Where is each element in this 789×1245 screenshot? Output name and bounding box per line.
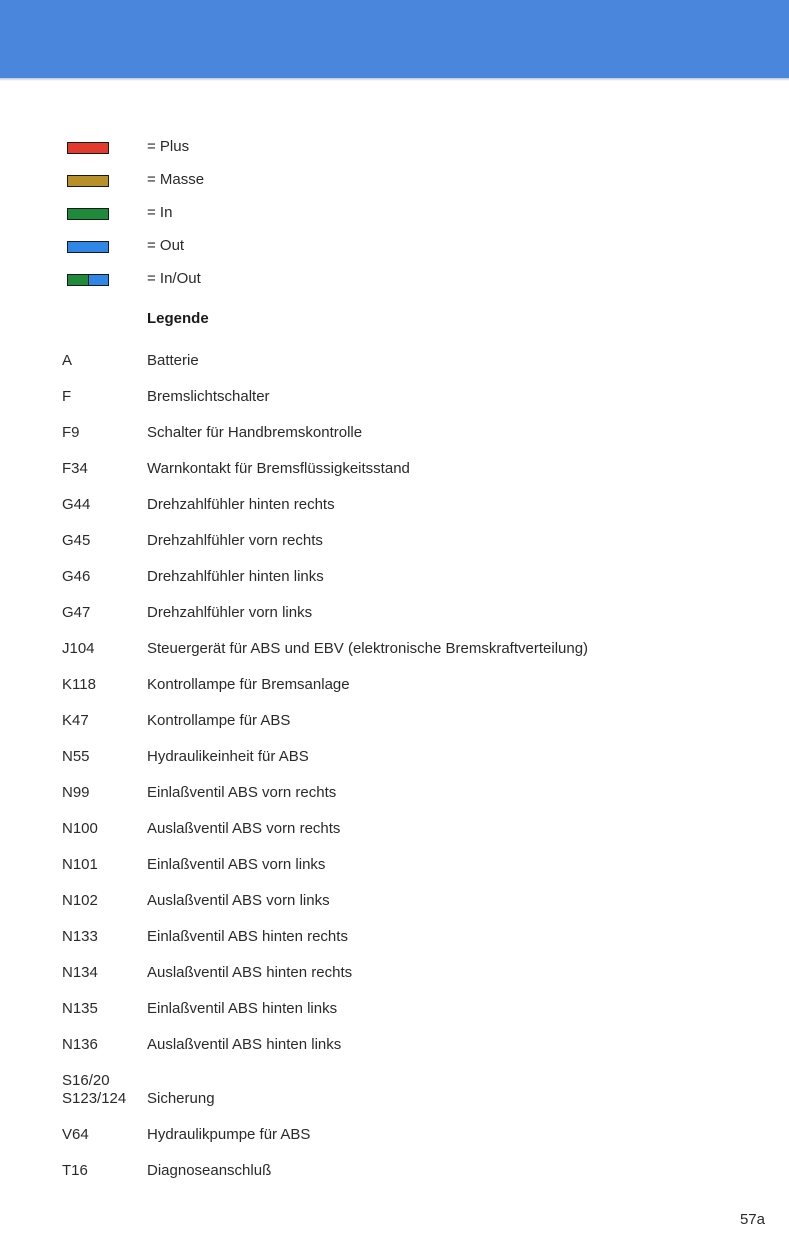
swatch-inout bbox=[67, 274, 109, 286]
legend-code: N133 bbox=[62, 928, 98, 945]
legend-desc: Sicherung bbox=[147, 1090, 215, 1107]
legend-row bbox=[0, 964, 789, 984]
legend-code: S16/20 S123/124 bbox=[62, 1072, 127, 1107]
legend-row bbox=[0, 748, 789, 768]
legend-desc: Bremslichtschalter bbox=[147, 388, 270, 405]
legend-desc: Drehzahlfühler hinten rechts bbox=[147, 496, 335, 513]
swatch-plus bbox=[67, 142, 109, 154]
legend-code: N100 bbox=[62, 820, 98, 837]
legend-row bbox=[0, 352, 789, 372]
legend-row bbox=[0, 928, 789, 948]
legend-row bbox=[0, 388, 789, 408]
swatch-label-plus: = Plus bbox=[147, 138, 190, 155]
legend-row bbox=[0, 1126, 789, 1146]
legend-code: G44 bbox=[62, 496, 91, 513]
legend-desc: Einlaßventil ABS hinten links bbox=[147, 1000, 338, 1017]
legend-code: N134 bbox=[62, 964, 98, 981]
legend-desc: Drehzahlfühler hinten links bbox=[147, 568, 324, 585]
legend-code: N102 bbox=[62, 892, 98, 909]
legend-code: K47 bbox=[62, 712, 89, 729]
swatch-out bbox=[67, 241, 109, 253]
legend-code: J104 bbox=[62, 640, 95, 657]
legend-desc: Kontrollampe für ABS bbox=[147, 712, 291, 729]
legend-code: N55 bbox=[62, 748, 90, 765]
legend-code: T16 bbox=[62, 1162, 88, 1179]
legend-row bbox=[0, 1036, 789, 1056]
legend-desc: Einlaßventil ABS vorn rechts bbox=[147, 784, 337, 801]
swatch-masse bbox=[67, 175, 109, 187]
legend-desc: Drehzahlfühler vorn rechts bbox=[147, 532, 323, 549]
swatch-in bbox=[67, 208, 109, 220]
legend-code: A bbox=[62, 352, 73, 369]
legend-row bbox=[0, 820, 789, 840]
legend-code: N99 bbox=[62, 784, 90, 801]
legend-row bbox=[0, 460, 789, 480]
legend-row bbox=[0, 604, 789, 624]
legend-row bbox=[0, 640, 789, 660]
legend-desc: Hydraulikpumpe für ABS bbox=[147, 1126, 311, 1143]
header-band-shadow bbox=[0, 78, 789, 81]
legend-code: G46 bbox=[62, 568, 91, 585]
page-number: 57a bbox=[739, 1211, 765, 1228]
legend-row bbox=[0, 532, 789, 552]
legend-desc: Auslaßventil ABS vorn links bbox=[147, 892, 330, 909]
legend-row bbox=[0, 1162, 789, 1182]
legend-code: G45 bbox=[62, 532, 91, 549]
legend-row bbox=[0, 856, 789, 876]
legend-code: K118 bbox=[62, 676, 96, 693]
legend-desc: Batterie bbox=[147, 352, 199, 369]
legend-row bbox=[0, 1000, 789, 1020]
swatch-label-out: = Out bbox=[147, 237, 185, 254]
legend-code: V64 bbox=[62, 1126, 89, 1143]
legend-desc: Warnkontakt für Bremsflüssigkeitsstand bbox=[147, 460, 410, 477]
legend-row bbox=[0, 496, 789, 516]
legend-code: N101 bbox=[62, 856, 98, 873]
legend-row bbox=[0, 424, 789, 444]
legend-desc: Kontrollampe für Bremsanlage bbox=[147, 676, 350, 693]
legend-code: G47 bbox=[62, 604, 91, 621]
swatch-label-in: = In bbox=[147, 204, 173, 221]
swatch-label-masse: = Masse bbox=[147, 171, 205, 188]
legend-desc: Auslaßventil ABS vorn rechts bbox=[147, 820, 341, 837]
legend-desc: Schalter für Handbremskontrolle bbox=[147, 424, 363, 441]
legend-row bbox=[0, 784, 789, 804]
legend-desc: Drehzahlfühler vorn links bbox=[147, 604, 313, 621]
legend-title: Legende bbox=[147, 310, 209, 327]
legend-row bbox=[0, 568, 789, 588]
legend-row bbox=[0, 676, 789, 696]
legend-desc: Auslaßventil ABS hinten links bbox=[147, 1036, 342, 1053]
legend-desc: Auslaßventil ABS hinten rechts bbox=[147, 964, 353, 981]
legend-code: F bbox=[62, 388, 72, 405]
legend-row bbox=[0, 712, 789, 732]
legend-desc: Diagnoseanschluß bbox=[147, 1162, 272, 1179]
legend-row bbox=[0, 1072, 789, 1107]
legend-code: F34 bbox=[62, 460, 88, 477]
legend-desc: Einlaßventil ABS hinten rechts bbox=[147, 928, 348, 945]
header-band bbox=[0, 0, 789, 78]
legend-code: N135 bbox=[62, 1000, 98, 1017]
legend-desc: Steuergerät für ABS und EBV (elektronische Bremskraftverteilung) bbox=[147, 640, 589, 657]
legend-code: N136 bbox=[62, 1036, 98, 1053]
legend-desc: Hydraulikeinheit für ABS bbox=[147, 748, 309, 765]
legend-code: F9 bbox=[62, 424, 80, 441]
legend-row bbox=[0, 892, 789, 912]
swatch-label-inout: = In/Out bbox=[147, 270, 201, 287]
legend-desc: Einlaßventil ABS vorn links bbox=[147, 856, 326, 873]
